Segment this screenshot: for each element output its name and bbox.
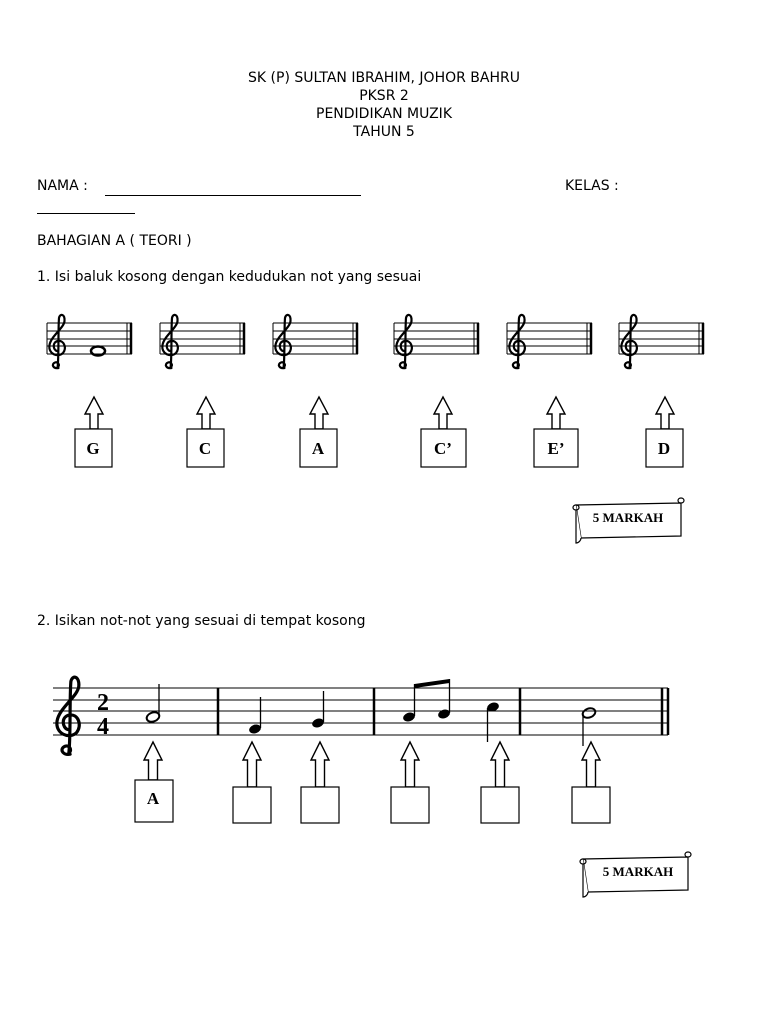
class-label: KELAS : — [565, 178, 619, 194]
q1-box-5: E’ — [547, 439, 565, 458]
arrow-up-icon — [401, 742, 419, 787]
q2-answer-box-3[interactable] — [301, 787, 339, 823]
time-signature-top: 2 — [97, 690, 109, 716]
arrow-up-icon — [434, 397, 452, 429]
quarter-note-3 — [486, 701, 500, 742]
eighth-notes-pair — [402, 679, 451, 723]
staff-2 — [160, 315, 245, 368]
arrow-up-icon — [656, 397, 674, 429]
q1-staffs — [47, 315, 704, 368]
arrow-up-icon — [491, 742, 509, 787]
arrow-up-icon — [310, 397, 328, 429]
question-2: 2. Isikan not-not yang sesuai di tempat kosong — [37, 613, 366, 629]
q1-arrows — [85, 397, 674, 429]
q1-box-2: C — [198, 439, 212, 458]
exam-title: PKSR 2 — [359, 88, 409, 104]
question-1: 1. Isi baluk kosong dengan kedudukan not yang sesuai — [37, 269, 422, 285]
q2-arrows — [144, 742, 600, 787]
q2-answer-box-2[interactable] — [233, 787, 271, 823]
staff-1 — [47, 315, 132, 368]
staff-4 — [394, 315, 479, 368]
half-note-a — [145, 684, 160, 723]
school-name: SK (P) SULTAN IBRAHIM, JOHOR BAHRU — [248, 70, 520, 86]
arrow-up-icon — [197, 397, 215, 429]
time-signature-bottom: 4 — [97, 714, 109, 740]
q2-answer-box-6[interactable] — [572, 787, 610, 823]
name-label: NAMA : — [37, 178, 88, 194]
staff-6 — [619, 315, 704, 368]
quarter-note-2 — [311, 691, 325, 729]
q1-box-1: G — [86, 439, 100, 458]
q1-marks-label: 5 MARKAH — [592, 510, 664, 525]
q2-answer-box-4[interactable] — [391, 787, 429, 823]
q1-box-6: D — [657, 439, 671, 458]
section-title: BAHAGIAN A ( TEORI ) — [37, 233, 192, 249]
q2-marks-label: 5 MARKAH — [602, 864, 674, 879]
q1-box-4: C’ — [434, 439, 452, 458]
q2-box-1-label: A — [146, 789, 160, 808]
arrow-up-icon — [311, 742, 329, 787]
arrow-up-icon — [547, 397, 565, 429]
q2-staff — [53, 677, 668, 754]
arrow-up-icon — [144, 742, 162, 780]
arrow-up-icon — [85, 397, 103, 429]
quarter-note-1 — [248, 697, 262, 735]
arrow-up-icon — [582, 742, 600, 787]
q1-boxes — [75, 429, 683, 467]
q1-marks-scroll — [573, 498, 684, 543]
staff-3 — [273, 315, 358, 368]
year-title: TAHUN 5 — [353, 124, 415, 140]
arrow-up-icon — [243, 742, 261, 787]
half-note-b — [581, 707, 596, 746]
q2-marks-scroll — [580, 852, 691, 897]
q2-answer-box-5[interactable] — [481, 787, 519, 823]
subject-title: PENDIDIKAN MUZIK — [316, 106, 452, 122]
q1-box-3: A — [311, 439, 325, 458]
staff-5 — [507, 315, 592, 368]
